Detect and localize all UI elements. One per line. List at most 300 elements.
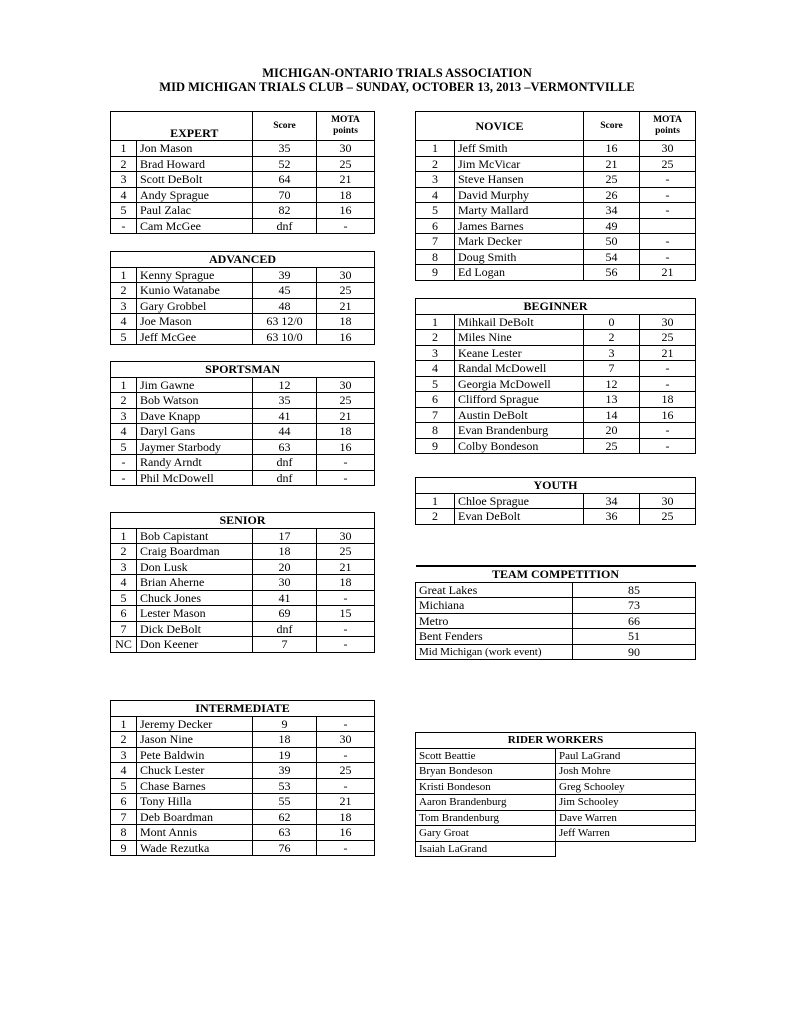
advanced-table	[110, 251, 375, 345]
rider-name-cell: Chloe Sprague	[455, 493, 584, 509]
place-cell: 2	[111, 393, 137, 409]
rider-name-cell: Phil McDowell	[137, 470, 253, 486]
rider-name-cell: Cam McGee	[137, 218, 253, 234]
table-row	[416, 613, 696, 629]
table-row	[111, 621, 375, 637]
rider-name-cell: Bob Capistant	[137, 528, 253, 544]
rider-name-cell: Kunio Watanabe	[137, 283, 253, 299]
rider-name-cell: Brad Howard	[137, 156, 253, 172]
score-cell: 0	[584, 314, 640, 330]
mota-points-cell: -	[317, 470, 375, 486]
rider-name-cell: Jim Gawne	[137, 377, 253, 393]
intermediate-label: INTERMEDIATE	[111, 701, 375, 717]
mota-points-cell: 18	[317, 809, 375, 825]
table-row	[416, 172, 696, 188]
score-header: Score	[253, 112, 317, 141]
table-row	[111, 156, 375, 172]
score-cell: 63	[253, 439, 317, 455]
place-cell: 1	[111, 267, 137, 283]
score-cell: 63 12/0	[253, 314, 317, 330]
sportsman-header-row	[111, 362, 375, 378]
score-cell: 18	[253, 732, 317, 748]
sportsman-label: SPORTSMAN	[111, 362, 375, 378]
place-cell: 2	[111, 732, 137, 748]
place-cell: 3	[111, 747, 137, 763]
intermediate-table	[110, 700, 375, 856]
score-cell: 64	[253, 172, 317, 188]
worker-name-cell: Dave Warren	[556, 810, 696, 826]
score-cell: 76	[253, 840, 317, 856]
table-row	[111, 203, 375, 219]
place-cell: 2	[416, 509, 455, 525]
score-cell: 53	[253, 778, 317, 794]
table-row	[416, 141, 696, 157]
score-cell: 48	[253, 298, 317, 314]
mota-points-cell: 30	[640, 493, 696, 509]
place-cell: 2	[111, 156, 137, 172]
place-cell: 4	[111, 575, 137, 591]
mota-points-cell: 30	[640, 141, 696, 157]
table-row	[416, 810, 696, 826]
place-cell: 3	[416, 345, 455, 361]
table-row	[111, 377, 375, 393]
mota-points-cell: 16	[640, 407, 696, 423]
score-cell: 34	[584, 493, 640, 509]
score-cell: 3	[584, 345, 640, 361]
table-row	[111, 559, 375, 575]
rider-name-cell: David Murphy	[455, 187, 584, 203]
rider-name-cell: James Barnes	[455, 218, 584, 234]
score-cell: dnf	[253, 621, 317, 637]
mota-points-cell: -	[640, 423, 696, 439]
rider-name-cell: Evan DeBolt	[455, 509, 584, 525]
table-row	[416, 156, 696, 172]
mota-points-cell: 16	[317, 203, 375, 219]
table-row	[416, 795, 696, 811]
table-row	[416, 748, 696, 764]
score-cell: 9	[253, 716, 317, 732]
score-cell: 63 10/0	[253, 329, 317, 345]
table-row	[416, 582, 696, 598]
place-cell: 1	[111, 377, 137, 393]
youth-header-row	[416, 478, 696, 494]
rider-name-cell: Georgia McDowell	[455, 376, 584, 392]
table-row	[416, 249, 696, 265]
place-cell: NC	[111, 637, 137, 653]
table-row	[416, 644, 696, 660]
rider-name-cell: Colby Bondeson	[455, 438, 584, 454]
mota-points-cell: -	[317, 840, 375, 856]
place-cell: 1	[416, 141, 455, 157]
table-row	[111, 470, 375, 486]
rider-name-cell: Chase Barnes	[137, 778, 253, 794]
table-row	[111, 455, 375, 471]
mota-points-cell: 16	[317, 329, 375, 345]
table-row	[416, 629, 696, 645]
table-row	[111, 747, 375, 763]
beginner-table	[415, 298, 696, 454]
table-row	[416, 392, 696, 408]
table-row	[111, 606, 375, 622]
place-cell: 3	[111, 172, 137, 188]
mota-points-cell: -	[640, 203, 696, 219]
rider-name-cell: Kenny Sprague	[137, 267, 253, 283]
score-cell: 2	[584, 330, 640, 346]
worker-name-cell: Jeff Warren	[556, 826, 696, 842]
rider-workers-label: RIDER WORKERS	[416, 733, 696, 749]
table-row	[416, 407, 696, 423]
novice-header-row	[416, 112, 696, 141]
rider-name-cell: Jason Nine	[137, 732, 253, 748]
rider-name-cell: Steve Hansen	[455, 172, 584, 188]
table-row	[111, 314, 375, 330]
table-row	[416, 779, 696, 795]
rider-workers-table	[415, 732, 696, 857]
worker-name-cell	[556, 841, 696, 857]
score-cell: 25	[584, 172, 640, 188]
worker-name-cell: Kristi Bondeson	[416, 779, 556, 795]
place-cell: 7	[111, 809, 137, 825]
place-cell: 3	[416, 172, 455, 188]
team-competition-label: TEAM COMPETITION	[416, 566, 696, 582]
mota-points-cell: -	[317, 778, 375, 794]
mota-points-cell: -	[317, 621, 375, 637]
expert-header-blank	[111, 112, 137, 141]
expert-header-row	[111, 112, 375, 141]
score-cell: 25	[584, 438, 640, 454]
score-cell: 7	[584, 361, 640, 377]
table-row	[111, 778, 375, 794]
mota-points-cell: -	[317, 716, 375, 732]
mota-points-cell: -	[317, 747, 375, 763]
worker-name-cell: Tom Brandenburg	[416, 810, 556, 826]
score-cell: 41	[253, 408, 317, 424]
place-cell: 6	[111, 794, 137, 810]
table-row	[416, 376, 696, 392]
rider-name-cell: Chuck Lester	[137, 763, 253, 779]
rider-name-cell: Paul Zalac	[137, 203, 253, 219]
place-cell: 9	[416, 438, 455, 454]
score-cell: 7	[253, 637, 317, 653]
worker-name-cell: Bryan Bondeson	[416, 764, 556, 780]
team-name-cell: Bent Fenders	[416, 629, 573, 645]
table-row	[416, 345, 696, 361]
mota-points-cell: 21	[317, 408, 375, 424]
team-score-cell: 73	[573, 598, 696, 614]
table-row	[416, 423, 696, 439]
mota-points-cell: 21	[640, 265, 696, 281]
rider-name-cell: Austin DeBolt	[455, 407, 584, 423]
place-cell: 5	[111, 329, 137, 345]
place-cell: 5	[416, 203, 455, 219]
rider-name-cell: Pete Baldwin	[137, 747, 253, 763]
mota-points-cell: 25	[317, 283, 375, 299]
table-row	[111, 329, 375, 345]
novice-table	[415, 111, 696, 281]
table-row	[111, 590, 375, 606]
team-name-cell: Metro	[416, 613, 573, 629]
place-cell: 2	[416, 330, 455, 346]
table-row	[111, 141, 375, 157]
table-row	[416, 361, 696, 377]
score-cell: 50	[584, 234, 640, 250]
score-cell: 55	[253, 794, 317, 810]
mota-points-cell: -	[640, 376, 696, 392]
rider-name-cell: Lester Mason	[137, 606, 253, 622]
team-name-cell: Great Lakes	[416, 582, 573, 598]
score-cell: 34	[584, 203, 640, 219]
mota-points-cell: 25	[640, 156, 696, 172]
mota-points-cell: -	[317, 455, 375, 471]
table-row	[111, 637, 375, 653]
youth-label: YOUTH	[416, 478, 696, 494]
table-row	[111, 732, 375, 748]
place-cell: 2	[111, 544, 137, 560]
mota-points-cell: 16	[317, 439, 375, 455]
rider-name-cell: Marty Mallard	[455, 203, 584, 219]
score-cell: 18	[253, 544, 317, 560]
rider-name-cell: Chuck Jones	[137, 590, 253, 606]
mota-points-cell: 25	[317, 544, 375, 560]
mota-header-line1: MOTA	[653, 115, 682, 125]
mota-points-cell	[640, 218, 696, 234]
senior-label: SENIOR	[111, 513, 375, 529]
place-cell: 2	[416, 156, 455, 172]
mota-points-cell: 25	[317, 156, 375, 172]
mota-points-cell: -	[317, 218, 375, 234]
novice-label: NOVICE	[416, 112, 584, 141]
score-header: Score	[584, 112, 640, 141]
score-cell: 20	[584, 423, 640, 439]
mota-points-cell: 21	[317, 298, 375, 314]
mota-points-header	[640, 112, 696, 141]
place-cell: 9	[111, 840, 137, 856]
rider-name-cell: Tony Hilla	[137, 794, 253, 810]
mota-points-cell: 30	[317, 267, 375, 283]
table-row	[416, 234, 696, 250]
mota-points-cell: -	[640, 361, 696, 377]
rider-name-cell: Evan Brandenburg	[455, 423, 584, 439]
score-cell: dnf	[253, 470, 317, 486]
place-cell: 2	[111, 283, 137, 299]
score-cell: 70	[253, 187, 317, 203]
rider-name-cell: Jeff McGee	[137, 329, 253, 345]
score-cell: 44	[253, 424, 317, 440]
score-cell: 20	[253, 559, 317, 575]
rider-name-cell: Jon Mason	[137, 141, 253, 157]
place-cell: 1	[111, 141, 137, 157]
workers-header-row	[416, 733, 696, 749]
worker-name-cell: Gary Groat	[416, 826, 556, 842]
mota-points-cell: 18	[640, 392, 696, 408]
place-cell: 8	[111, 825, 137, 841]
place-cell: 4	[416, 361, 455, 377]
table-row	[416, 509, 696, 525]
score-cell: 35	[253, 141, 317, 157]
beginner-label: BEGINNER	[416, 299, 696, 315]
worker-name-cell: Aaron Brandenburg	[416, 795, 556, 811]
team-name-cell: Mid Michigan (work event)	[416, 644, 573, 660]
rider-name-cell: Dick DeBolt	[137, 621, 253, 637]
table-row	[111, 187, 375, 203]
table-row	[111, 267, 375, 283]
place-cell: 5	[416, 376, 455, 392]
team-score-cell: 90	[573, 644, 696, 660]
beginner-header-row	[416, 299, 696, 315]
table-row	[111, 408, 375, 424]
rider-name-cell: Ed Logan	[455, 265, 584, 281]
place-cell: -	[111, 218, 137, 234]
mota-points-cell: 25	[317, 393, 375, 409]
place-cell: 3	[111, 559, 137, 575]
place-cell: 1	[111, 528, 137, 544]
place-cell: 4	[416, 187, 455, 203]
place-cell: 9	[416, 265, 455, 281]
team-competition-table	[415, 565, 696, 660]
table-row	[111, 283, 375, 299]
mota-points-cell: 21	[317, 794, 375, 810]
table-row	[416, 203, 696, 219]
rider-name-cell: Clifford Sprague	[455, 392, 584, 408]
page-title-line2: MID MICHIGAN TRIALS CLUB – SUNDAY, OCTOBER 13, 2013 –VERMONTVILLE	[159, 80, 635, 94]
worker-name-cell: Josh Mohre	[556, 764, 696, 780]
score-cell: 63	[253, 825, 317, 841]
rider-name-cell: Mihkail DeBolt	[455, 314, 584, 330]
place-cell: 3	[111, 298, 137, 314]
place-cell: 6	[111, 606, 137, 622]
mota-points-cell: 21	[317, 559, 375, 575]
team-header-row	[416, 566, 696, 582]
place-cell: 1	[416, 493, 455, 509]
mota-points-cell: 18	[317, 575, 375, 591]
mota-header-line2: points	[333, 126, 358, 136]
rider-name-cell: Andy Sprague	[137, 187, 253, 203]
score-cell: 54	[584, 249, 640, 265]
mota-points-cell: -	[640, 187, 696, 203]
worker-name-cell: Jim Schooley	[556, 795, 696, 811]
place-cell: 5	[111, 590, 137, 606]
score-cell: 39	[253, 267, 317, 283]
rider-name-cell: Daryl Gans	[137, 424, 253, 440]
team-score-cell: 51	[573, 629, 696, 645]
table-row	[416, 187, 696, 203]
rider-name-cell: Craig Boardman	[137, 544, 253, 560]
place-cell: 6	[416, 392, 455, 408]
advanced-label: ADVANCED	[111, 252, 375, 268]
table-row	[111, 439, 375, 455]
mota-points-cell: 30	[317, 732, 375, 748]
table-row	[111, 298, 375, 314]
score-cell: 13	[584, 392, 640, 408]
mota-points-cell: -	[640, 249, 696, 265]
mota-header-line1: MOTA	[331, 115, 360, 125]
table-row	[416, 438, 696, 454]
place-cell: 4	[111, 763, 137, 779]
mota-points-cell: -	[317, 590, 375, 606]
table-row	[111, 809, 375, 825]
rider-name-cell: Jeremy Decker	[137, 716, 253, 732]
mota-points-cell: 30	[640, 314, 696, 330]
score-cell: 17	[253, 528, 317, 544]
rider-name-cell: Brian Aherne	[137, 575, 253, 591]
table-row	[416, 314, 696, 330]
mota-header-line2: points	[655, 126, 680, 136]
rider-name-cell: Mont Annis	[137, 825, 253, 841]
table-row	[416, 764, 696, 780]
intermediate-header-row	[111, 701, 375, 717]
place-cell: 1	[111, 716, 137, 732]
table-row	[111, 575, 375, 591]
rider-name-cell: Joe Mason	[137, 314, 253, 330]
mota-points-cell: -	[640, 172, 696, 188]
rider-name-cell: Randal McDowell	[455, 361, 584, 377]
score-cell: 12	[253, 377, 317, 393]
score-cell: 36	[584, 509, 640, 525]
table-row	[111, 825, 375, 841]
rider-name-cell: Gary Grobbel	[137, 298, 253, 314]
table-row	[111, 840, 375, 856]
score-cell: dnf	[253, 455, 317, 471]
place-cell: 8	[416, 249, 455, 265]
table-row	[111, 544, 375, 560]
mota-points-cell: 25	[640, 509, 696, 525]
mota-points-cell: 21	[640, 345, 696, 361]
place-cell: 5	[111, 778, 137, 794]
rider-name-cell: Jeff Smith	[455, 141, 584, 157]
place-cell: -	[111, 455, 137, 471]
place-cell: -	[111, 470, 137, 486]
rider-name-cell: Jim McVicar	[455, 156, 584, 172]
mota-points-cell: 25	[640, 330, 696, 346]
mota-points-cell: 25	[317, 763, 375, 779]
mota-points-cell: 18	[317, 314, 375, 330]
mota-points-cell: 30	[317, 377, 375, 393]
mota-points-cell: 21	[317, 172, 375, 188]
mota-points-cell: 18	[317, 424, 375, 440]
rider-name-cell: Doug Smith	[455, 249, 584, 265]
table-row	[111, 763, 375, 779]
senior-table	[110, 512, 375, 653]
mota-points-cell: 30	[317, 141, 375, 157]
table-row	[416, 218, 696, 234]
table-row	[111, 218, 375, 234]
rider-name-cell: Dave Knapp	[137, 408, 253, 424]
place-cell: 8	[416, 423, 455, 439]
score-cell: dnf	[253, 218, 317, 234]
table-row	[111, 528, 375, 544]
score-cell: 41	[253, 590, 317, 606]
table-row	[416, 265, 696, 281]
score-cell: 19	[253, 747, 317, 763]
worker-name-cell: Scott Beattie	[416, 748, 556, 764]
table-row	[111, 794, 375, 810]
score-cell: 56	[584, 265, 640, 281]
score-cell: 30	[253, 575, 317, 591]
sportsman-table	[110, 361, 375, 486]
mota-points-cell: 30	[317, 528, 375, 544]
place-cell: 7	[111, 621, 137, 637]
worker-name-cell: Paul LaGrand	[556, 748, 696, 764]
table-row	[111, 424, 375, 440]
score-cell: 35	[253, 393, 317, 409]
mota-points-cell: 18	[317, 187, 375, 203]
place-cell: 7	[416, 407, 455, 423]
page-title-line1: MICHIGAN-ONTARIO TRIALS ASSOCIATION	[262, 66, 532, 80]
rider-name-cell: Scott DeBolt	[137, 172, 253, 188]
mota-points-cell: 15	[317, 606, 375, 622]
place-cell: 4	[111, 424, 137, 440]
rider-name-cell: Don Keener	[137, 637, 253, 653]
